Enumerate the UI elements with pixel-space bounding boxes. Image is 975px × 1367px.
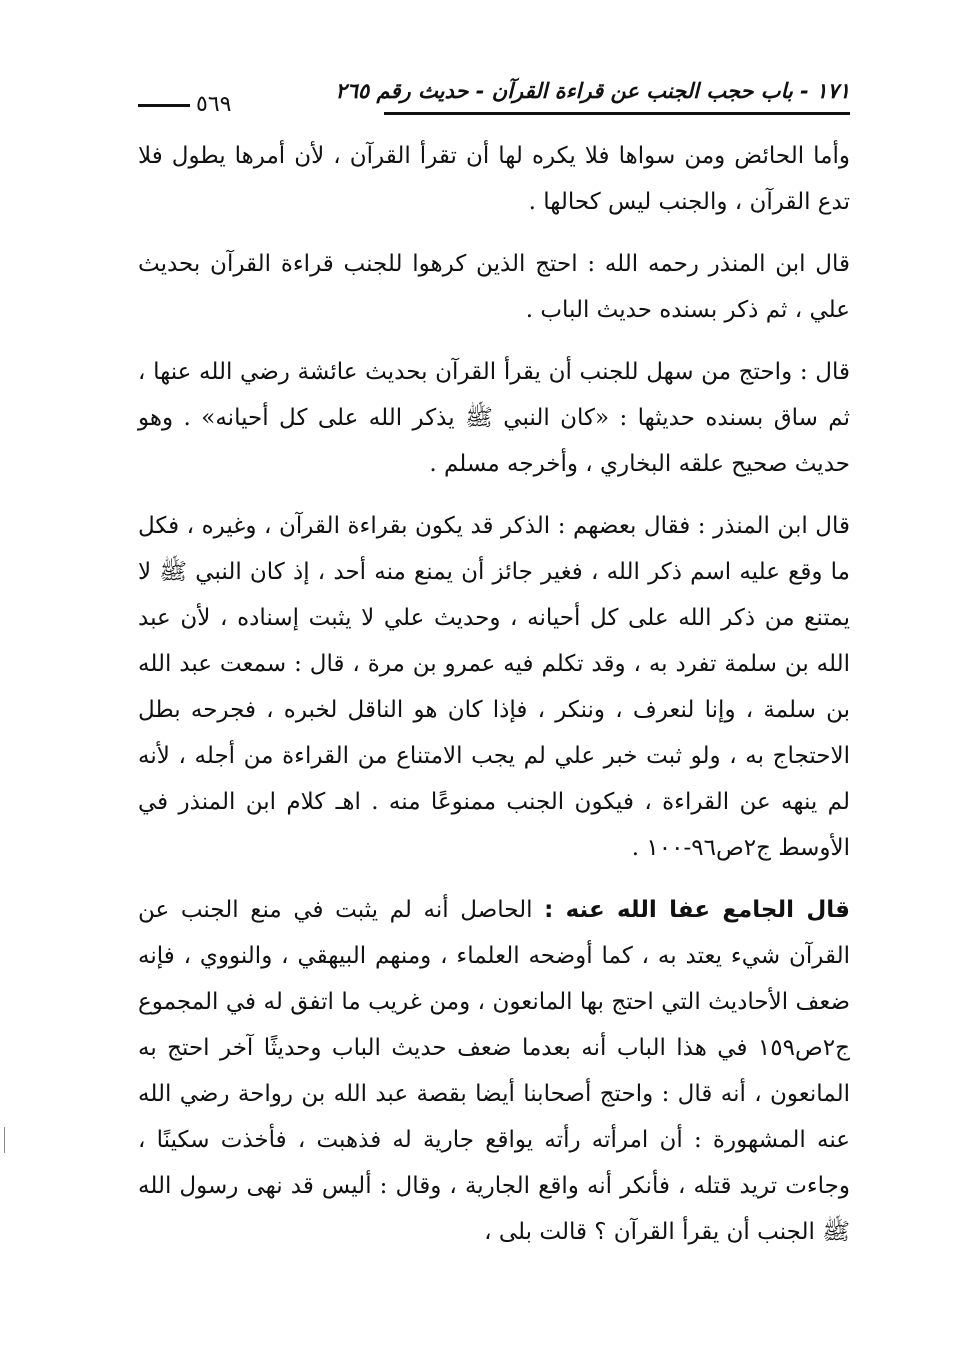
body-text <box>138 133 850 1255</box>
paragraph-text: قال ابن المنذر : فقال بعضهم : الذكر قد يكون بقراءة القرآن ، وغيره ، فكل ما وقع عليه اسم ذكر الله ، فغير جائز أن يمنع منه أحد ، إذ كان النبي ﷺ لا يمتنع من ذكر الله على كل أحيانه ، وحديث علي لا يثبت إسناده ، لأن عبد الله بن سلمة تفرد به ، وقد تكلم فيه عمرو بن مرة ، قال : سمعت عبد الله بن سلمة ، وإنا لنعرف ، وننكر ، فإذا كان هو الناقل لخبره ، فجرحه بطل الاحتجاج به ، ولو ثبت خبر علي لم يجب الامتناع من القراءة من أجله ، لأنه لم ينهه عن القراءة ، فيكون الجنب ممنوعًا منه . اهـ كلام ابن المنذر في الأوسط ج٢ص٩٦-١٠٠ . <box>138 513 850 861</box>
paragraph-lead: قال الجامع عفا الله عنه : <box>544 897 850 923</box>
paragraph-text: الحاصل أنه لم يثبت في منع الجنب عن القرآن شيء يعتد به ، كما أوضحه العلماء ، ومنهم البيهقي ، والنووي ، فإنه ضعف الأحاديث التي احتج بها المانعون ، ومن غريب ما اتفق له في المجموع ج٢ص١٥٩ في هذا الباب أنه بعدما ضعف حديث الباب وحديثًا آخر احتج به المانعون ، أنه قال : واحتج أصحابنا أيضا بقصة عبد الله بن رواحة رضي الله عنه المشهورة : أن امرأته رأته يواقع جارية له فذهبت ، فأخذت سكينًا ، وجاءت تريد قتله ، فأنكر أنه واقع الجارية ، وقال : أليس قد نهى رسول الله ﷺ الجنب أن يقرأ القرآن ؟ قالت بلى ، <box>138 897 850 1245</box>
page-header <box>138 74 850 120</box>
paragraph-text: وأما الحائض ومن سواها فلا يكره لها أن تقرأ القرآن ، لأن أمرها يطول فلا تدع القرآن ، والجنب ليس كحالها . <box>138 143 850 215</box>
paragraph <box>138 887 850 1255</box>
running-title: ١٧١ - باب حجب الجنب عن قراءة القرآن - حديث رقم ٢٦٥ <box>335 79 850 103</box>
paragraph <box>138 133 850 225</box>
paragraph-text: قال : واحتج من سهل للجنب أن يقرأ القرآن بحديث عائشة رضي الله عنها ، ثم ساق بسنده حديثها : «كان النبي ﷺ يذكر الله على كل أحيانه» . وهو حديث صحيح علقه البخاري ، وأخرجه مسلم . <box>138 359 850 477</box>
header-left-rule <box>138 104 190 107</box>
paragraph <box>138 503 850 871</box>
scan-margin-mark <box>4 1127 5 1153</box>
paragraph <box>138 349 850 487</box>
header-rule <box>384 112 850 115</box>
paragraph <box>138 241 850 333</box>
page-number: ٥٦٩ <box>196 92 232 117</box>
paragraph-text: قال ابن المنذر رحمه الله : احتج الذين كرهوا للجنب قراءة القرآن بحديث علي ، ثم ذكر بسنده حديث الباب . <box>138 251 850 323</box>
